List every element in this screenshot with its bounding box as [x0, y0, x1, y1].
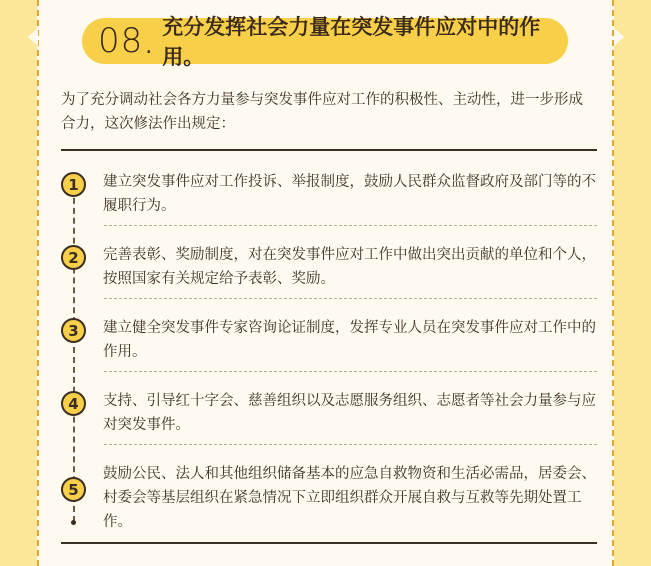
item-separator: [104, 298, 597, 299]
item-number-badge: 1: [61, 172, 86, 197]
item-separator: [104, 225, 597, 226]
item-separator: [104, 444, 597, 445]
item-number-badge: 3: [61, 318, 86, 343]
item-text: 支持、引导红十字会、慈善组织以及志愿服务组织、志愿者等社会力量参与应对突发事件。: [103, 393, 596, 433]
intro-paragraph: 为了充分调动社会各方力量参与突发事件应对工作的积极性、主动性，进一步形成合力，这次修法作出规定：: [61, 92, 583, 132]
item-text: 建立突发事件应对工作投诉、举报制度，鼓励人民群众监督政府及部门等的不履职行为。: [103, 174, 596, 214]
item-number-badge: 4: [61, 391, 86, 416]
section-title: 充分发挥社会力量在突发事件应对中的作用。: [162, 15, 541, 69]
section-number: 08: [98, 21, 144, 61]
item-separator: [104, 371, 597, 372]
item-text: 完善表彰、奖励制度，对在突发事件应对工作中做出突出贡献的单位和个人，按照国家有关规定给予表彰、奖励。: [103, 247, 596, 287]
section-number-dot: .: [145, 33, 153, 59]
item-number-badge: 2: [61, 245, 86, 270]
right-notch-decoration: [614, 28, 624, 46]
item-text: 建立健全突发事件专家咨询论证制度，发挥专业人员在突发事件应对工作中的作用。: [103, 320, 596, 360]
timeline-line: [73, 178, 75, 522]
timeline-end-dot: [71, 520, 76, 525]
item-number-badge: 5: [61, 477, 86, 502]
item-text: 鼓励公民、法人和其他组织储备基本的应急自救物资和生活必需品，居委会、村委会等基层组织在紧急情况下立即组织群众开展自救与互救等先期处置工作。: [103, 466, 596, 530]
left-notch-decoration: [28, 28, 38, 46]
top-divider: [61, 149, 597, 151]
bottom-divider: [61, 542, 597, 544]
section-header: [82, 15, 568, 69]
